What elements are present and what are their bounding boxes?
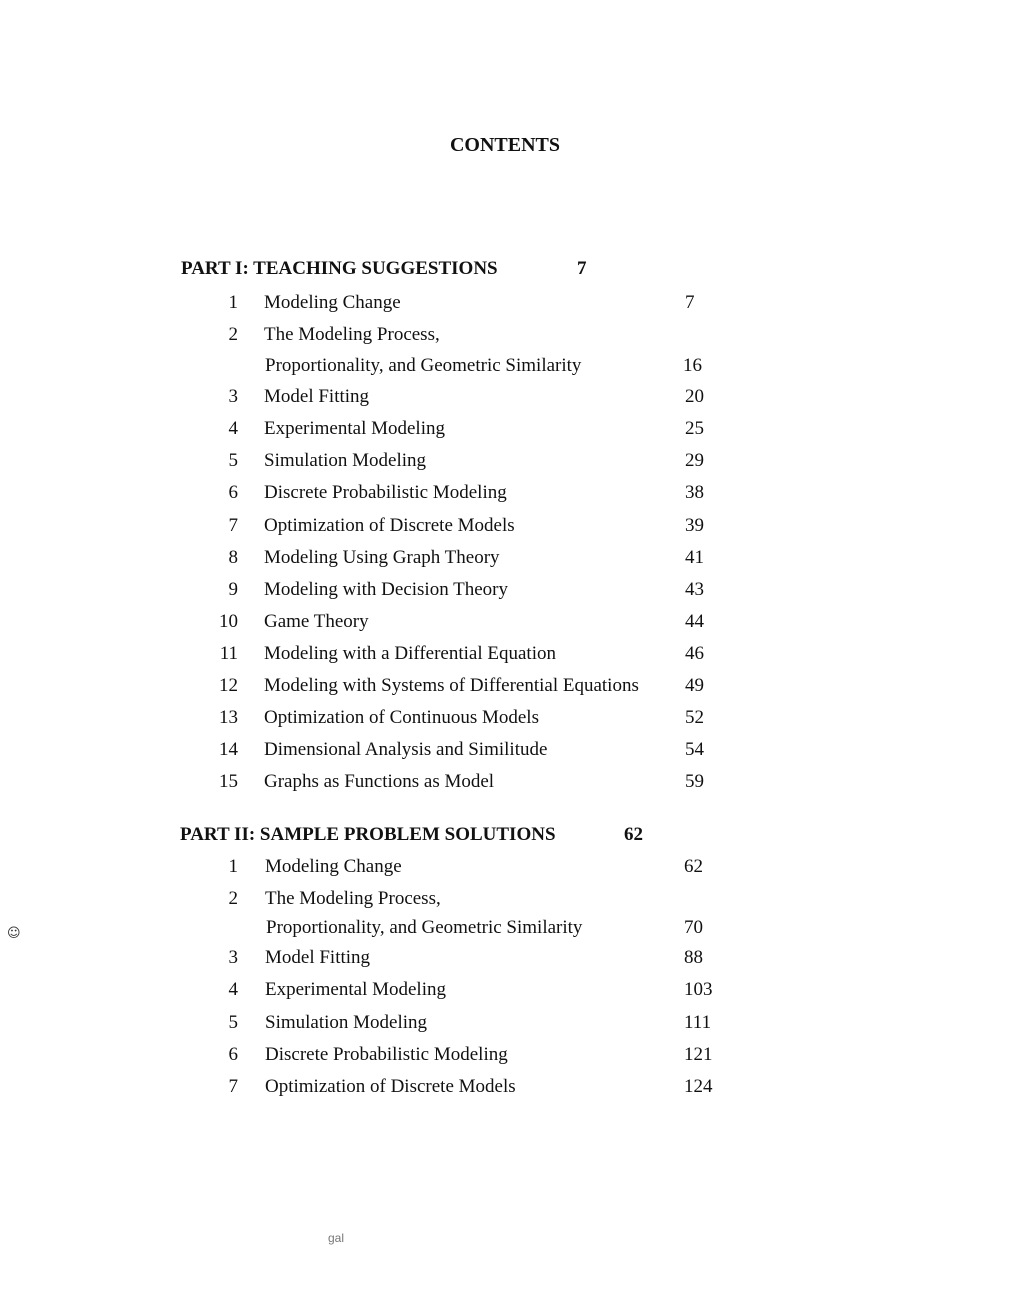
smiley-icon: ☺	[7, 926, 21, 941]
chapter-number: 3	[228, 386, 238, 407]
chapter-number: 1	[228, 292, 238, 313]
chapter-title: Proportionality, and Geometric Similarity	[266, 917, 583, 938]
page-number: 7	[685, 292, 695, 313]
page-number: 54	[685, 739, 704, 760]
chapter-number: 8	[228, 547, 238, 568]
chapter-number: 2	[228, 888, 238, 909]
toc-entry	[0, 675, 1020, 699]
chapter-title: Discrete Probabilistic Modeling	[264, 482, 507, 503]
chapter-number: 12	[219, 675, 238, 696]
chapter-number: 4	[228, 979, 238, 1000]
footer-text: gal	[328, 1231, 345, 1245]
chapter-title: Experimental Modeling	[265, 979, 446, 1000]
chapter-title: Discrete Probabilistic Modeling	[265, 1044, 508, 1065]
page-number: 121	[684, 1044, 713, 1065]
page-number: 49	[685, 675, 704, 696]
toc-entry	[0, 386, 1020, 410]
toc-entry	[0, 611, 1020, 635]
chapter-title: Simulation Modeling	[265, 1012, 428, 1033]
page-number: 52	[685, 707, 704, 728]
toc-entry	[0, 450, 1020, 474]
toc-entry	[0, 771, 1020, 795]
page-number: 20	[685, 386, 704, 407]
toc-entry	[0, 292, 1020, 316]
page-number: 25	[685, 418, 704, 439]
part-title: PART II: SAMPLE PROBLEM SOLUTIONS	[180, 824, 556, 845]
chapter-number: 1	[228, 856, 238, 877]
chapter-title: The Modeling Process,	[264, 324, 440, 345]
part-page-number: 62	[624, 824, 643, 845]
toc-entry	[0, 1012, 1020, 1036]
chapter-title: Modeling Change	[264, 292, 401, 313]
page-title: CONTENTS	[449, 134, 561, 156]
toc-entry	[0, 856, 1020, 880]
chapter-number: 2	[228, 324, 238, 345]
chapter-title: Dimensional Analysis and Similitude	[264, 739, 548, 760]
page-number: 62	[684, 856, 703, 877]
page-number: 70	[684, 917, 703, 938]
toc-entry	[0, 643, 1020, 667]
chapter-title: Modeling Using Graph Theory	[264, 547, 500, 568]
page-number: 88	[684, 947, 703, 968]
chapter-number: 7	[228, 515, 238, 536]
toc-entry-continuation	[0, 917, 1020, 941]
toc-entry	[0, 1044, 1020, 1068]
chapter-title: Modeling Change	[265, 856, 402, 877]
toc-entry	[0, 324, 1020, 348]
toc-entry	[0, 739, 1020, 763]
chapter-number: 3	[228, 947, 238, 968]
chapter-title: Graphs as Functions as Model	[264, 771, 495, 792]
chapter-number: 10	[219, 611, 238, 632]
chapter-title: Proportionality, and Geometric Similarity	[265, 355, 582, 376]
chapter-number: 14	[219, 739, 238, 760]
toc-entry	[0, 482, 1020, 506]
chapter-number: 5	[228, 450, 238, 471]
toc-entry-continuation	[0, 355, 1020, 379]
toc-entry	[0, 418, 1020, 442]
page-number: 43	[685, 579, 704, 600]
toc-entry	[0, 947, 1020, 971]
chapter-title: Optimization of Discrete Models	[265, 1076, 516, 1097]
page-number: 44	[685, 611, 704, 632]
chapter-title: Model Fitting	[264, 386, 370, 407]
chapter-title: Optimization of Continuous Models	[264, 707, 539, 728]
chapter-title: Modeling with a Differential Equation	[264, 643, 556, 664]
chapter-title: Game Theory	[264, 611, 369, 632]
page-number: 41	[685, 547, 704, 568]
chapter-number: 9	[228, 579, 238, 600]
chapter-number: 15	[219, 771, 238, 792]
page-number: 29	[685, 450, 704, 471]
toc-entry	[0, 1076, 1020, 1100]
chapter-title: Model Fitting	[265, 947, 371, 968]
page-number: 124	[684, 1076, 713, 1097]
page-number: 103	[684, 979, 713, 1000]
page-number: 46	[685, 643, 704, 664]
page-number: 16	[683, 355, 702, 376]
chapter-number: 4	[228, 418, 238, 439]
toc-entry	[0, 515, 1020, 539]
chapter-number: 6	[228, 1044, 238, 1065]
page-number: 38	[685, 482, 704, 503]
toc-entry	[0, 979, 1020, 1003]
chapter-number: 6	[228, 482, 238, 503]
page-number: 39	[685, 515, 704, 536]
chapter-number: 5	[228, 1012, 238, 1033]
chapter-number: 7	[228, 1076, 238, 1097]
chapter-title: Modeling with Systems of Differential Equations	[264, 675, 639, 696]
chapter-number: 13	[219, 707, 238, 728]
toc-entry	[0, 707, 1020, 731]
toc-entry	[0, 888, 1020, 912]
chapter-title: Experimental Modeling	[264, 418, 445, 439]
toc-entry	[0, 579, 1020, 603]
chapter-title: The Modeling Process,	[265, 888, 441, 909]
toc-entry	[0, 547, 1020, 571]
page-number: 111	[684, 1012, 712, 1033]
chapter-title: Simulation Modeling	[264, 450, 427, 471]
part-title: PART I: TEACHING SUGGESTIONS	[181, 258, 498, 279]
chapter-title: Optimization of Discrete Models	[264, 515, 515, 536]
part-page-number: 7	[577, 258, 587, 279]
chapter-title: Modeling with Decision Theory	[264, 579, 508, 600]
chapter-number: 11	[219, 643, 238, 664]
page-number: 59	[685, 771, 704, 792]
